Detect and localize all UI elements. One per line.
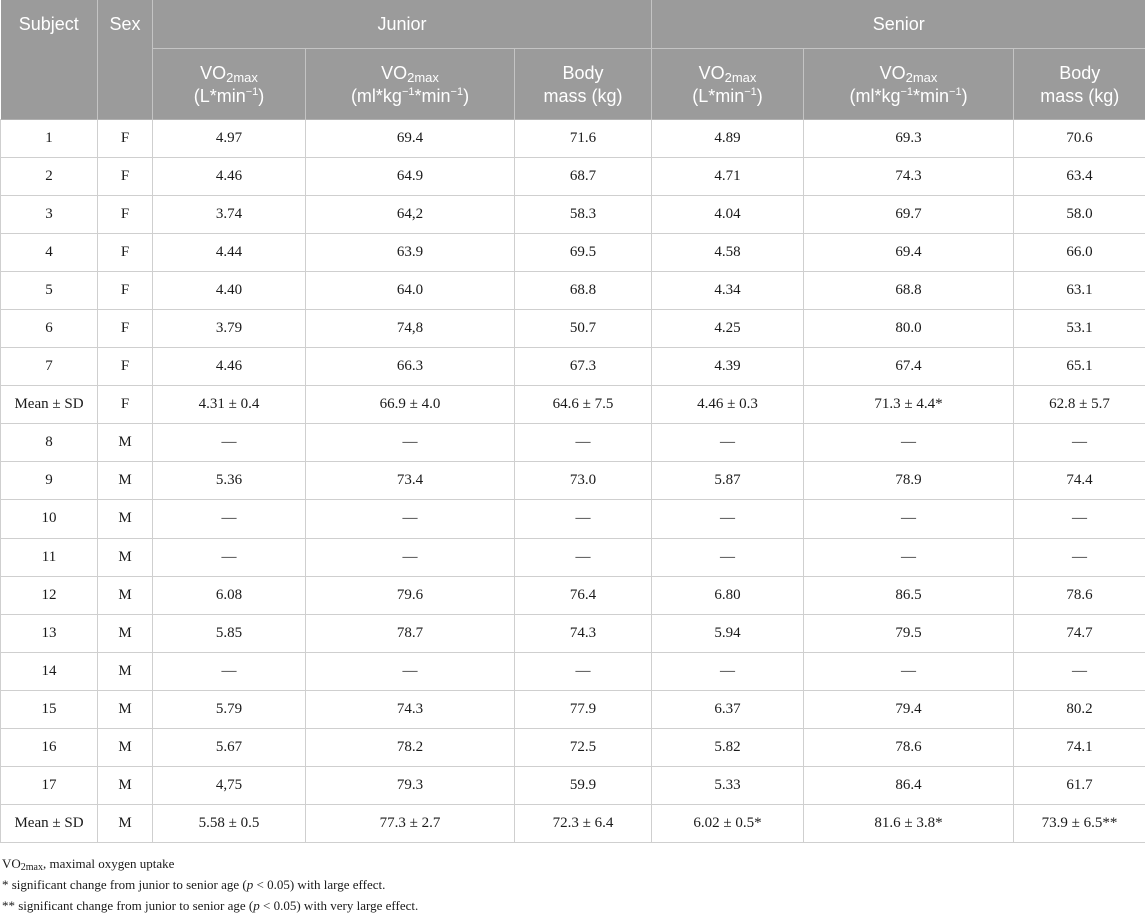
cell-sex: M — [98, 805, 153, 843]
cell-junior-vo2max-abs: 5.67 — [153, 729, 306, 767]
cell-junior-body-mass: — — [515, 500, 652, 538]
cell-senior-vo2max-rel: 71.3 ± 4.4* — [804, 386, 1014, 424]
cell-senior-vo2max-rel: 78.6 — [804, 729, 1014, 767]
header-senior-vo2max-abs: $VO_{2max}$ $(L*\min^{-1})$ — [652, 48, 804, 119]
cell-subject: 5 — [1, 271, 98, 309]
cell-senior-body-mass: 58.0 — [1014, 195, 1145, 233]
cell-senior-vo2max-abs: 6.37 — [652, 690, 804, 728]
cell-junior-vo2max-rel: 69.4 — [306, 119, 515, 157]
cell-junior-body-mass: 59.9 — [515, 767, 652, 805]
cell-senior-body-mass: 74.1 — [1014, 729, 1145, 767]
cell-senior-vo2max-abs: 4.04 — [652, 195, 804, 233]
cell-junior-vo2max-rel: 77.3 ± 2.7 — [306, 805, 515, 843]
cell-sex: M — [98, 614, 153, 652]
cell-sex: M — [98, 767, 153, 805]
cell-senior-vo2max-abs: 4.46 ± 0.3 — [652, 386, 804, 424]
cell-junior-vo2max-rel: — — [306, 652, 515, 690]
cell-junior-vo2max-abs: 6.08 — [153, 576, 306, 614]
cell-sex: M — [98, 690, 153, 728]
table-row — [1, 767, 1145, 805]
cell-junior-vo2max-rel: — — [306, 538, 515, 576]
cell-junior-vo2max-rel: 78.2 — [306, 729, 515, 767]
table-row — [1, 424, 1145, 462]
cell-junior-body-mass: 69.5 — [515, 233, 652, 271]
cell-senior-vo2max-rel: 69.3 — [804, 119, 1014, 157]
cell-senior-vo2max-rel: 81.6 ± 3.8* — [804, 805, 1014, 843]
table-row — [1, 195, 1145, 233]
cell-junior-vo2max-abs: 4.97 — [153, 119, 306, 157]
cell-senior-body-mass: 74.4 — [1014, 462, 1145, 500]
cell-senior-vo2max-rel: 78.9 — [804, 462, 1014, 500]
cell-subject: 9 — [1, 462, 98, 500]
cell-senior-body-mass: — — [1014, 538, 1145, 576]
cell-senior-vo2max-abs: 4.71 — [652, 157, 804, 195]
cell-senior-body-mass: 61.7 — [1014, 767, 1145, 805]
cell-sex: M — [98, 538, 153, 576]
footnote-abbreviation: $VO_{2max}$, maximal oxygen uptake — [2, 856, 175, 873]
table-row — [1, 157, 1145, 195]
cell-senior-body-mass: — — [1014, 424, 1145, 462]
cell-junior-body-mass: — — [515, 538, 652, 576]
cell-junior-body-mass: 73.0 — [515, 462, 652, 500]
cell-subject: 17 — [1, 767, 98, 805]
cell-sex: M — [98, 500, 153, 538]
cell-senior-vo2max-rel: — — [804, 424, 1014, 462]
cell-senior-vo2max-abs: — — [652, 500, 804, 538]
cell-junior-vo2max-abs: — — [153, 500, 306, 538]
cell-junior-vo2max-rel: 74,8 — [306, 309, 515, 347]
cell-senior-body-mass: 74.7 — [1014, 614, 1145, 652]
cell-junior-body-mass: — — [515, 652, 652, 690]
cell-senior-vo2max-rel: 69.4 — [804, 233, 1014, 271]
cell-senior-body-mass: — — [1014, 500, 1145, 538]
cell-junior-vo2max-abs: 5.85 — [153, 614, 306, 652]
cell-sex: F — [98, 119, 153, 157]
cell-junior-body-mass: 76.4 — [515, 576, 652, 614]
cell-senior-body-mass: 80.2 — [1014, 690, 1145, 728]
table-row — [1, 233, 1145, 271]
cell-senior-vo2max-rel: 67.4 — [804, 348, 1014, 386]
cell-junior-vo2max-rel: 74.3 — [306, 690, 515, 728]
cell-sex: M — [98, 424, 153, 462]
cell-senior-vo2max-rel: — — [804, 652, 1014, 690]
table-row — [1, 309, 1145, 347]
footnote-very-large-effect: ** significant change from junior to senior age (p < 0.05) with very large effect. — [2, 898, 419, 913]
cell-senior-vo2max-abs: — — [652, 652, 804, 690]
table-row — [1, 614, 1145, 652]
cell-sex: F — [98, 157, 153, 195]
cell-sex: M — [98, 729, 153, 767]
cell-senior-vo2max-abs: 5.87 — [652, 462, 804, 500]
table-row — [1, 348, 1145, 386]
cell-junior-body-mass: 71.6 — [515, 119, 652, 157]
cell-sex: F — [98, 348, 153, 386]
cell-subject: 15 — [1, 690, 98, 728]
cell-senior-body-mass: 63.4 — [1014, 157, 1145, 195]
cell-subject: 11 — [1, 538, 98, 576]
cell-subject: 4 — [1, 233, 98, 271]
cell-senior-vo2max-rel: 86.4 — [804, 767, 1014, 805]
cell-senior-vo2max-abs: 6.80 — [652, 576, 804, 614]
cell-junior-vo2max-abs: 5.79 — [153, 690, 306, 728]
cell-senior-vo2max-rel: 69.7 — [804, 195, 1014, 233]
table-footnotes — [2, 853, 418, 916]
cell-junior-body-mass: 74.3 — [515, 614, 652, 652]
cell-sex: M — [98, 576, 153, 614]
table-row — [1, 271, 1145, 309]
cell-subject: 13 — [1, 614, 98, 652]
table-row — [1, 119, 1145, 157]
cell-senior-vo2max-rel: 80.0 — [804, 309, 1014, 347]
cell-junior-body-mass: 58.3 — [515, 195, 652, 233]
cell-junior-body-mass: 64.6 ± 7.5 — [515, 386, 652, 424]
cell-subject: 10 — [1, 500, 98, 538]
cell-junior-body-mass: 72.5 — [515, 729, 652, 767]
cell-subject: 12 — [1, 576, 98, 614]
header-junior: Junior — [153, 0, 652, 48]
cell-junior-vo2max-rel: 64.9 — [306, 157, 515, 195]
cell-junior-body-mass: 67.3 — [515, 348, 652, 386]
cell-senior-vo2max-rel: 86.5 — [804, 576, 1014, 614]
cell-junior-vo2max-rel: — — [306, 424, 515, 462]
cell-senior-body-mass: 73.9 ± 6.5** — [1014, 805, 1145, 843]
table-row — [1, 538, 1145, 576]
cell-junior-vo2max-rel: — — [306, 500, 515, 538]
cell-junior-vo2max-rel: 64.0 — [306, 271, 515, 309]
cell-senior-body-mass: 63.1 — [1014, 271, 1145, 309]
cell-subject: 14 — [1, 652, 98, 690]
table-row — [1, 652, 1145, 690]
cell-junior-body-mass: 68.7 — [515, 157, 652, 195]
cell-senior-vo2max-abs: 4.58 — [652, 233, 804, 271]
cell-junior-vo2max-rel: 66.9 ± 4.0 — [306, 386, 515, 424]
table-row — [1, 386, 1145, 424]
cell-subject: 2 — [1, 157, 98, 195]
footnote-large-effect: * significant change from junior to senior age (p < 0.05) with large effect. — [2, 877, 386, 892]
cell-junior-vo2max-abs: 4.46 — [153, 157, 306, 195]
cell-senior-vo2max-abs: 5.94 — [652, 614, 804, 652]
cell-junior-vo2max-abs: 4.31 ± 0.4 — [153, 386, 306, 424]
cell-junior-vo2max-abs: 3.74 — [153, 195, 306, 233]
cell-junior-body-mass: 68.8 — [515, 271, 652, 309]
cell-senior-body-mass: — — [1014, 652, 1145, 690]
cell-junior-vo2max-abs: 4.40 — [153, 271, 306, 309]
header-sex: Sex — [98, 0, 153, 119]
header-junior-vo2max-rel: $VO_{2max}$ $(ml*kg^{-1}*\min^{-1})$ — [306, 48, 515, 119]
cell-sex: F — [98, 309, 153, 347]
cell-sex: M — [98, 652, 153, 690]
table-row — [1, 690, 1145, 728]
cell-junior-vo2max-rel: 73.4 — [306, 462, 515, 500]
cell-senior-vo2max-rel: — — [804, 538, 1014, 576]
cell-junior-vo2max-abs: 3.79 — [153, 309, 306, 347]
cell-junior-vo2max-rel: 79.3 — [306, 767, 515, 805]
cell-senior-body-mass: 65.1 — [1014, 348, 1145, 386]
cell-senior-vo2max-abs: — — [652, 538, 804, 576]
header-junior-body-mass: Body mass (kg) — [515, 48, 652, 119]
cell-junior-vo2max-abs: 4.46 — [153, 348, 306, 386]
cell-junior-vo2max-abs: — — [153, 538, 306, 576]
cell-senior-vo2max-abs: 4.34 — [652, 271, 804, 309]
cell-senior-vo2max-rel: — — [804, 500, 1014, 538]
cell-subject: 8 — [1, 424, 98, 462]
header-senior-vo2max-rel: $VO_{2max}$ $(ml*kg^{-1}*\min^{-1})$ — [804, 48, 1014, 119]
cell-junior-body-mass: — — [515, 424, 652, 462]
table-header — [1, 0, 1145, 119]
cell-sex: M — [98, 462, 153, 500]
header-subject: Subject — [1, 0, 98, 119]
cell-junior-body-mass: 72.3 ± 6.4 — [515, 805, 652, 843]
cell-senior-vo2max-abs: 4.25 — [652, 309, 804, 347]
cell-subject: 7 — [1, 348, 98, 386]
cell-subject: Mean ± SD — [1, 805, 98, 843]
cell-junior-vo2max-rel: 63.9 — [306, 233, 515, 271]
cell-subject: 3 — [1, 195, 98, 233]
header-junior-vo2max-abs: $VO_{2max}$ $(L*\min^{-1})$ — [153, 48, 306, 119]
cell-subject: 16 — [1, 729, 98, 767]
header-senior-body-mass: Body mass (kg) — [1014, 48, 1145, 119]
cell-subject: 6 — [1, 309, 98, 347]
cell-sex: F — [98, 271, 153, 309]
cell-senior-body-mass: 53.1 — [1014, 309, 1145, 347]
cell-junior-body-mass: 77.9 — [515, 690, 652, 728]
cell-senior-body-mass: 70.6 — [1014, 119, 1145, 157]
cell-junior-vo2max-rel: 78.7 — [306, 614, 515, 652]
cell-senior-body-mass: 62.8 ± 5.7 — [1014, 386, 1145, 424]
table-row — [1, 729, 1145, 767]
cell-senior-vo2max-abs: — — [652, 424, 804, 462]
table-row — [1, 576, 1145, 614]
cell-senior-vo2max-rel: 79.5 — [804, 614, 1014, 652]
table-body — [1, 119, 1145, 843]
cell-junior-vo2max-abs: — — [153, 424, 306, 462]
cell-senior-vo2max-rel: 79.4 — [804, 690, 1014, 728]
cell-senior-vo2max-rel: 74.3 — [804, 157, 1014, 195]
table-row — [1, 462, 1145, 500]
cell-junior-vo2max-abs: 5.36 — [153, 462, 306, 500]
cell-senior-vo2max-abs: 5.33 — [652, 767, 804, 805]
cell-sex: F — [98, 233, 153, 271]
header-senior: Senior — [652, 0, 1145, 48]
cell-junior-vo2max-rel: 79.6 — [306, 576, 515, 614]
table-row — [1, 500, 1145, 538]
cell-senior-vo2max-abs: 6.02 ± 0.5* — [652, 805, 804, 843]
cell-senior-vo2max-abs: 4.39 — [652, 348, 804, 386]
cell-senior-vo2max-abs: 4.89 — [652, 119, 804, 157]
cell-subject: Mean ± SD — [1, 386, 98, 424]
cell-junior-body-mass: 50.7 — [515, 309, 652, 347]
cell-junior-vo2max-rel: 64,2 — [306, 195, 515, 233]
cell-senior-body-mass: 78.6 — [1014, 576, 1145, 614]
cell-junior-vo2max-abs: 4.44 — [153, 233, 306, 271]
cell-junior-vo2max-abs: 4,75 — [153, 767, 306, 805]
cell-senior-body-mass: 66.0 — [1014, 233, 1145, 271]
cell-senior-vo2max-rel: 68.8 — [804, 271, 1014, 309]
cell-sex: F — [98, 195, 153, 233]
cell-senior-vo2max-abs: 5.82 — [652, 729, 804, 767]
table-row — [1, 805, 1145, 843]
cell-junior-vo2max-abs: 5.58 ± 0.5 — [153, 805, 306, 843]
cell-junior-vo2max-rel: 66.3 — [306, 348, 515, 386]
cell-sex: F — [98, 386, 153, 424]
cell-junior-vo2max-abs: — — [153, 652, 306, 690]
cell-subject: 1 — [1, 119, 98, 157]
